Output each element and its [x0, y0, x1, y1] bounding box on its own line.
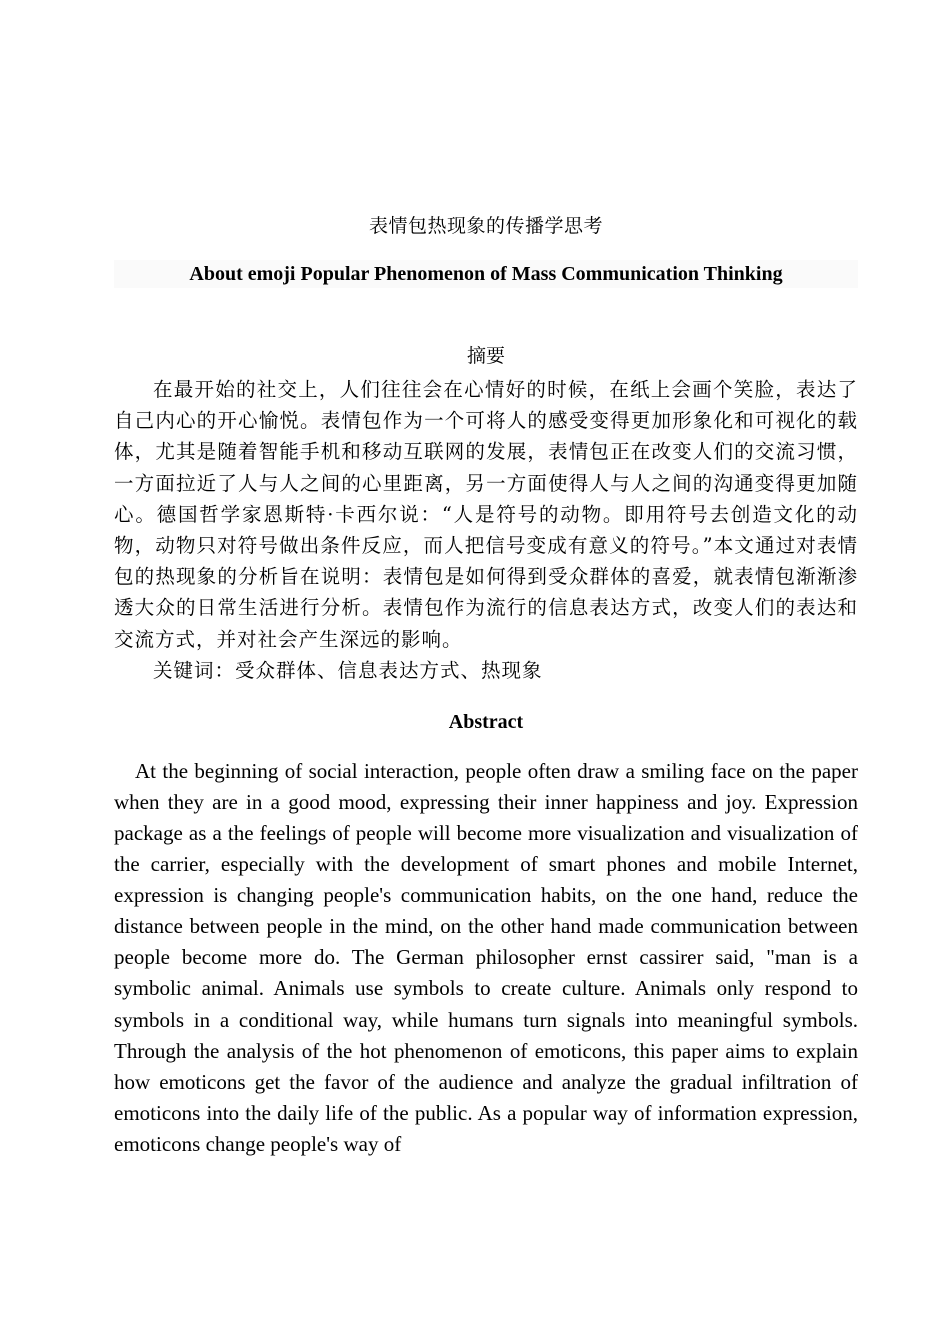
chinese-title: 表情包热现象的传播学思考 — [368, 215, 603, 237]
chinese-abstract-heading: 摘要 — [466, 345, 505, 367]
english-abstract-body: At the beginning of social interaction, people often draw a smiling face on the paper when they are in a good mood, expressing their inner happiness and joy. Expression package as a the feelings of people will become more visualization and visualization of the carrier, especially with the development of smart phones and mobile Internet, expression is changing people's communication habits, on the one hand, reduce the distance between people in the mind, on the other hand made communication between people become more do. The German philosopher ernst cassirer said, "man is a symbolic animal. Animals use symbols to create culture. Animals only respond to symbols in a conditional way, while humans turn signals into meaningful symbols. Through the analysis of the hot phenomenon of emoticons, this paper aims to explain how emoticons get the favor of the audience and analyze the gradual infiltration of emoticons into the daily life of the public. As a popular way of information expression, emoticons change people's way of — [114, 758, 858, 1156]
english-abstract-heading: Abstract — [448, 710, 524, 733]
chinese-abstract-body: 在最开始的社交上，人们往往会在心情好的时候，在纸上会画个笑脸，表达了自己内心的开心愉悦。表情包作为一个可将人的感受变得更加形象化和可视化的载体，尤其是随着智能手机和移动互联网的发展，表情包正在改变人们的交流习惯，一方面拉近了人与人之间的心里距离，另一方面使得人与人之间的沟通变得更加随心。德国哲学家恩斯特·卡西尔说：“人是符号的动物。即用符号去创造文化的动物，动物只对符号做出条件反应，而人把信号变成有意义的符号。”本文通过对表情包的热现象的分析旨在说明：表情包是如何得到受众群体的喜爱，就表情包渐渐渗透大众的日常生活进行分析。表情包作为流行的信息表达方式，改变人们的表达和交流方式，并对社会产生深远的影响。 — [114, 378, 858, 651]
keywords-value: 受众群体、信息表达方式、热现象 — [235, 658, 543, 682]
paper-content — [114, 208, 858, 1160]
keywords-label: 关键词： — [153, 658, 236, 682]
chinese-keywords — [114, 655, 858, 686]
english-title: About emoji Popular Phenomenon of Mass Communication Thinking — [114, 260, 858, 288]
